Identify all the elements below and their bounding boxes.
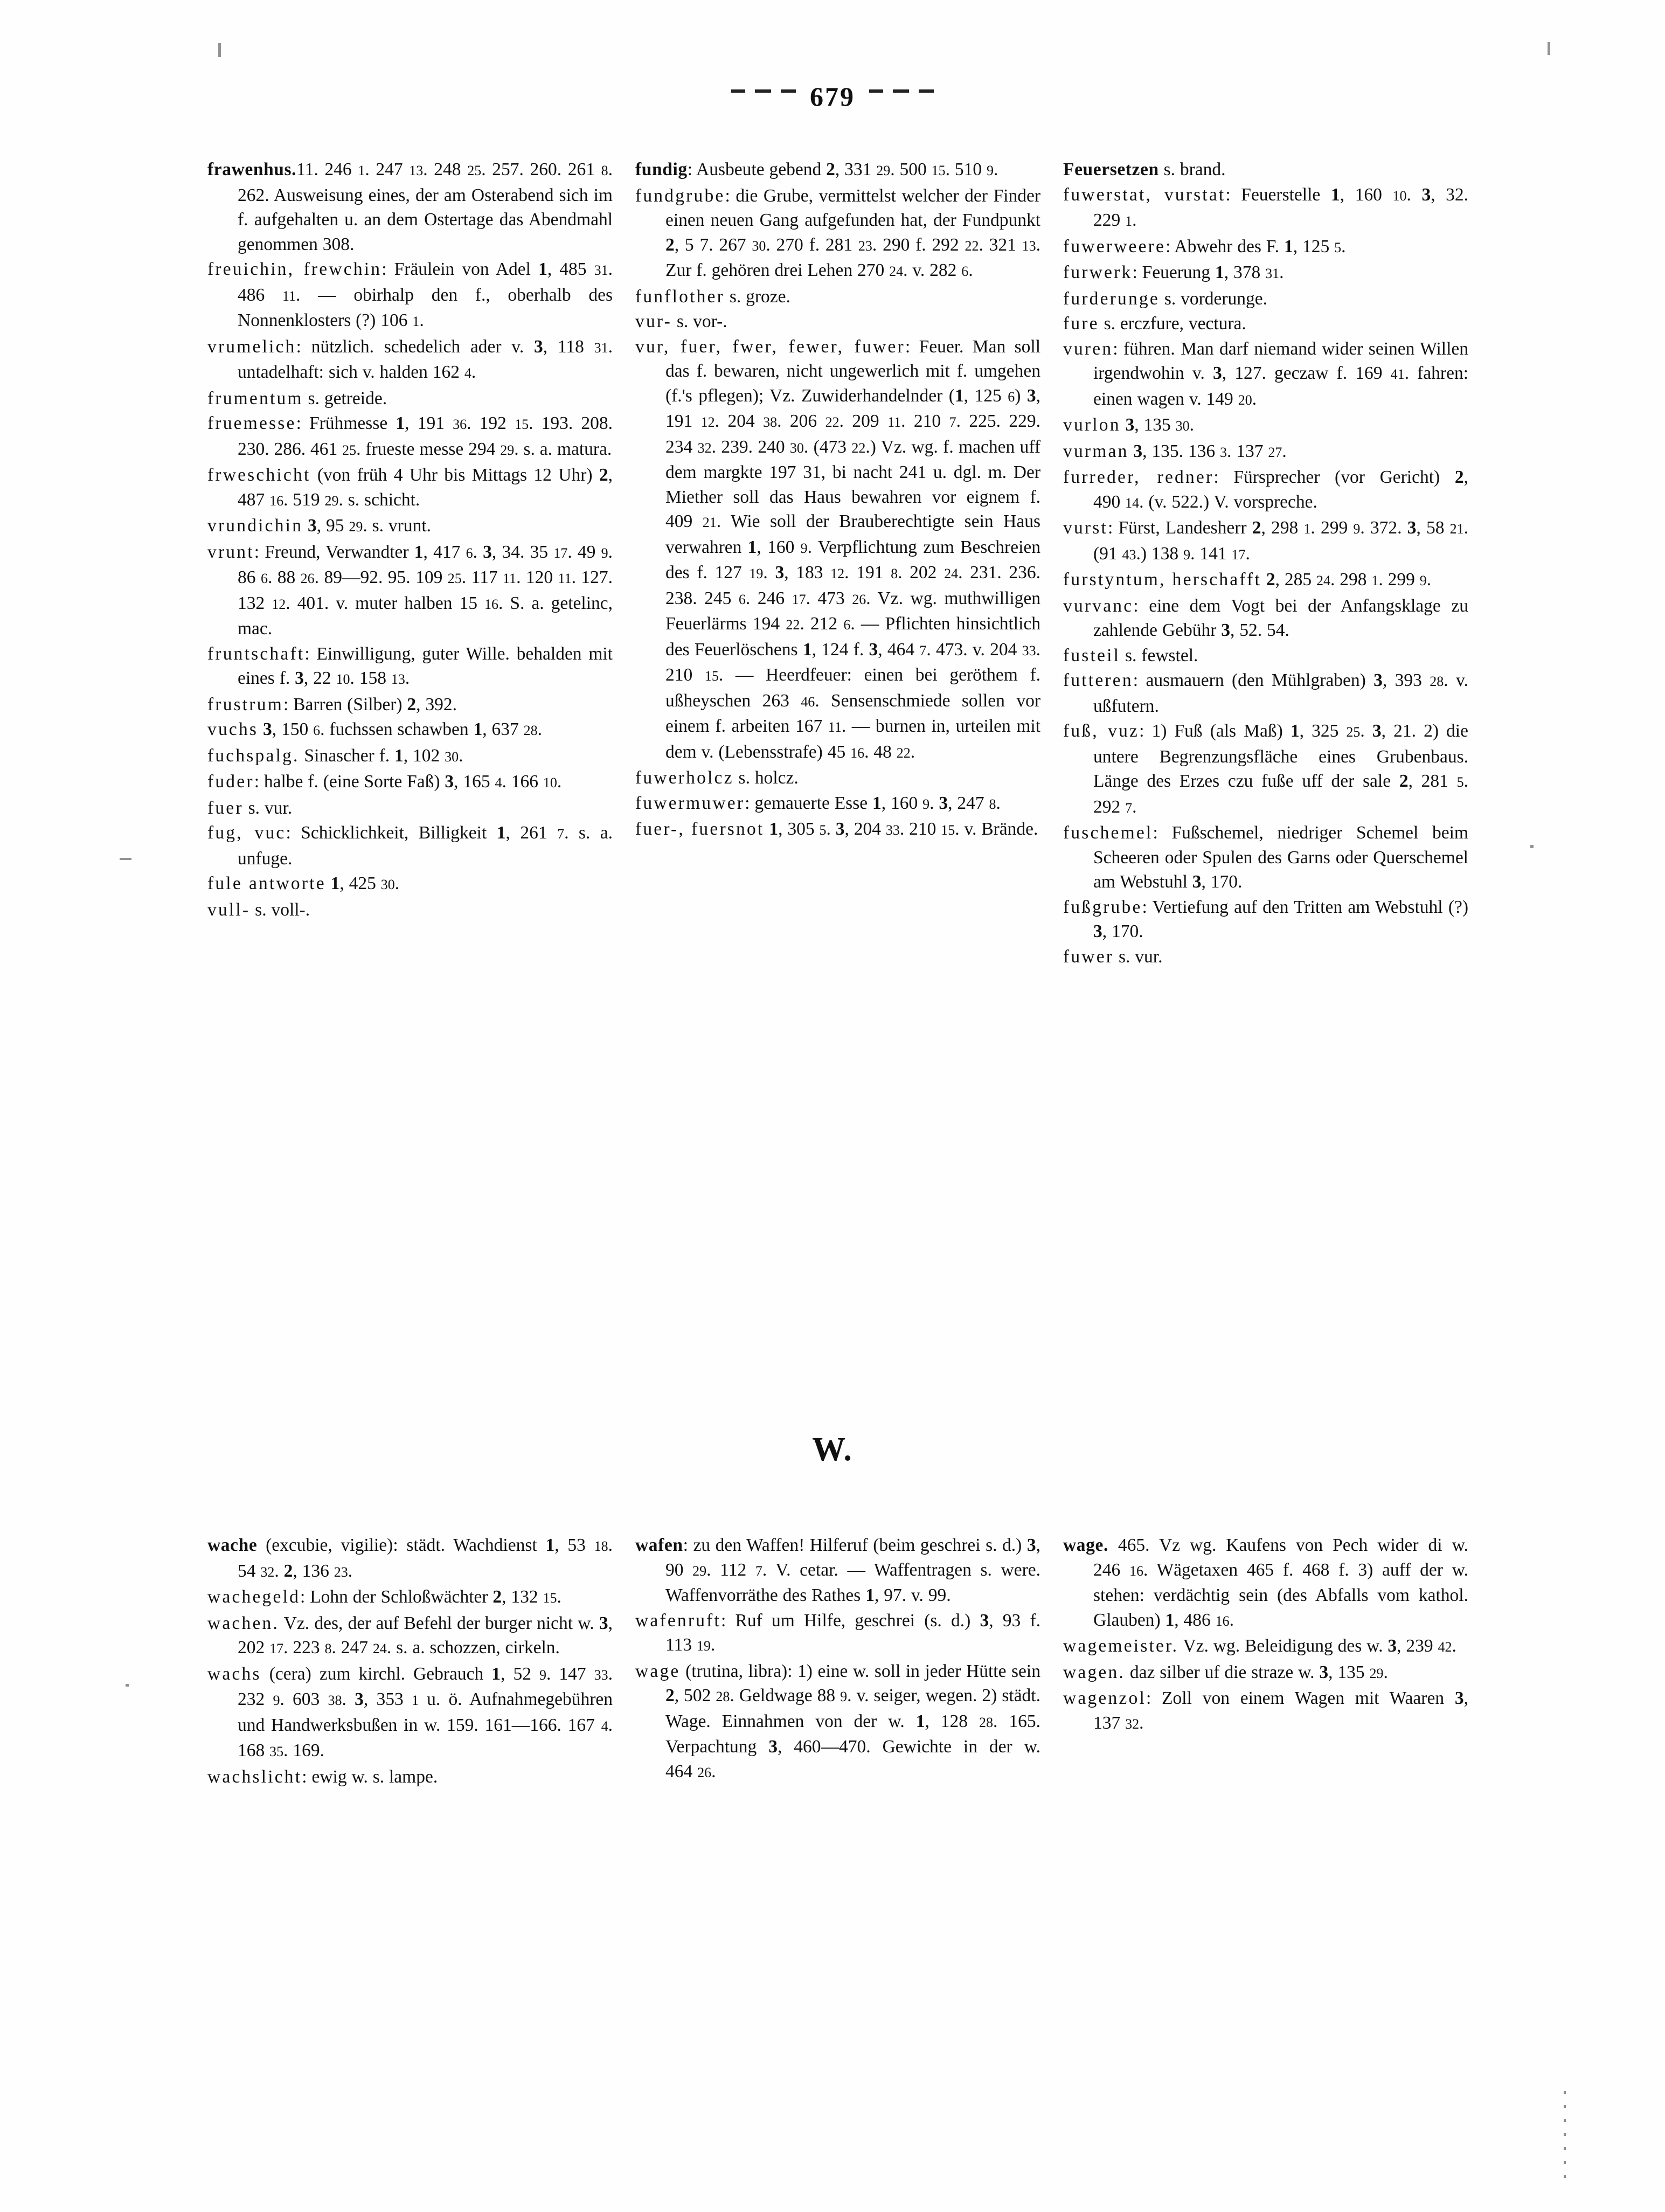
entry-headword: fure — [1063, 314, 1099, 334]
entry-body: : gemauerte Esse 1, 160 9. 3, 247 8. — [745, 793, 1001, 813]
entry-headword: vrundichin — [207, 516, 303, 536]
entry-body: s. erczfure, vectura. — [1099, 314, 1246, 334]
entry-body: : Barren (Silber) 2, 392. — [283, 694, 457, 715]
entry-headword: wachen. — [207, 1613, 280, 1633]
dictionary-entry — [1063, 945, 1468, 969]
entry-body: s. voll-. — [250, 899, 310, 920]
section-letter: W. — [812, 1431, 853, 1468]
entry-body: 3, 135 30. — [1125, 415, 1195, 435]
dictionary-column — [1063, 157, 1468, 969]
entry-headword: fuer — [207, 798, 244, 818]
dictionary-entry — [1063, 594, 1468, 643]
dictionary-entry — [635, 335, 1040, 766]
dictionary-entry — [635, 285, 1040, 309]
dictionary-entry — [635, 1659, 1040, 1785]
dictionary-entry — [1063, 234, 1468, 260]
scan-speck — [126, 1684, 129, 1687]
entry-body: 11. 246 1. 247 13. 248 25. 257. 260. 261 8. 262. Ausweisung eines, der am Osterabend sich im f. aufgehalten u. an dem Ostertage das Abendmahl genommen 308. — [238, 160, 613, 254]
entry-body: (cera) zum kirchl. Gebrauch 1, 52 9. 147 33. 232 9. 603 38. 3, 353 1 u. ö. Aufnahmegebühren und Handwerksbußen in w. 159. 161—166. 167 4. 168 35. 169. — [238, 1663, 613, 1760]
entry-body: : die Grube, vermittelst welcher der Finder einen neuen Gang aufgefunden hat, der Fundpunkt 2, 5 7. 267 30. 270 f. 281 23. 290 f. 292 22. 321 13. Zur f. gehören drei Lehen 270 24. v. 282 6. — [665, 185, 1040, 280]
entry-headword: vrunt — [207, 542, 254, 562]
dictionary-entry — [1063, 668, 1468, 718]
entry-headword: wage — [635, 1661, 681, 1681]
entry-body: 2, 285 24. 298 1. 299 9. — [1266, 570, 1432, 590]
entry-headword: fuchspalg. — [207, 745, 300, 766]
entry-body: s. fewstel. — [1120, 645, 1198, 665]
dictionary-entry — [207, 335, 613, 386]
entry-body: : Schicklichkeit, Billigkeit 1, 261 7. s. a. unfuge. — [238, 823, 613, 869]
dictionary-entry — [1063, 413, 1468, 439]
entry-headword: fuwerholcz — [635, 768, 734, 788]
entry-headword: vurvanc — [1063, 595, 1134, 616]
entry-headword: frweschicht — [207, 465, 311, 485]
dictionary-entry — [207, 796, 613, 821]
entry-headword: wafenruft — [635, 1610, 722, 1631]
entry-body: s. groze. — [724, 286, 790, 307]
entry-body: 3, 135. 136 3. 137 27. — [1133, 441, 1287, 461]
entry-headword: fuder — [207, 772, 254, 792]
entry-headword: vull- — [207, 899, 251, 920]
entry-headword: freuichin, frewchin — [207, 259, 382, 279]
dictionary-entry — [207, 411, 613, 462]
dictionary-entry — [1063, 719, 1468, 820]
entry-headword: wagen. — [1063, 1662, 1126, 1682]
entry-body: : zu den Waffen! Hilferuf (beim geschrei s. d.) 3, 90 29. 112 7. V. cetar. — Waffentragen s. were. Waffenvorräthe des Rathes 1, 97. v. 99. — [665, 1535, 1041, 1605]
dictionary-entry — [635, 817, 1040, 843]
entry-body: : ewig w. s. lampe. — [302, 1766, 438, 1787]
entry-body: : halbe f. (eine Sorte Faß) 3, 165 4. 166 10. — [254, 772, 562, 792]
dictionary-entry — [1063, 287, 1468, 311]
dictionary-entry — [635, 1533, 1040, 1608]
dictionary-entry — [1063, 465, 1468, 515]
dictionary-entry — [1063, 643, 1468, 668]
entry-body: : Vertiefung auf den Tritten am Webstuhl (?) 3, 170. — [1093, 897, 1468, 941]
entry-headword: fuwerweere — [1063, 236, 1166, 256]
entry-headword: frustrum — [207, 694, 283, 715]
entry-headword: fuwermuwer — [635, 793, 745, 813]
dictionary-entry — [1063, 1686, 1468, 1736]
entry-body: Vz. wg. Beleidigung des w. 3, 239 42. — [1178, 1636, 1456, 1656]
dictionary-entry — [1063, 567, 1468, 593]
entry-headword: furderunge — [1063, 288, 1160, 309]
entry-body: : Frühmesse 1, 191 36. 192 15. 193. 208. 230. 286. 461 25. frueste messe 294 29. s. a. matura. — [238, 413, 613, 459]
dictionary-entry — [207, 386, 613, 411]
entry-headword: fuschemel — [1063, 823, 1153, 843]
entry-body: : führen. Man darf niemand wider seinen Willen irgendwohin v. 3, 127. geczaw f. 169 41. fahren: einen wagen v. 149 20. — [1093, 338, 1468, 409]
entry-headword: fußgrube — [1063, 897, 1142, 917]
scan-edge-marks — [1564, 2091, 1566, 2188]
dictionary-entry — [207, 642, 613, 692]
entry-body: Vz. des, der auf Befehl der burger nicht w. 3, 202 17. 223 8. 247 24. s. a. schozzen, cirkeln. — [238, 1613, 613, 1658]
dictionary-entry — [1063, 157, 1468, 182]
entry-body: : Abwehr des F. 1, 125 5. — [1166, 236, 1346, 256]
entry-headword: frumentum — [207, 388, 303, 408]
dictionary-entry — [207, 157, 613, 256]
entry-body: (excubie, vigilie): städt. Wachdienst 1, 53 18. 54 32. 2, 136 23. — [238, 1535, 613, 1581]
entry-body: s. vor-. — [671, 311, 727, 331]
entry-body: s. vorderunge. — [1159, 288, 1268, 309]
entry-body: s. vur. — [1114, 946, 1163, 967]
scan-speck — [1548, 42, 1550, 55]
entry-headword: vuchs — [207, 719, 259, 739]
entry-headword: wachslicht — [207, 1766, 302, 1787]
entry-body: 1, 425 30. — [330, 873, 400, 893]
entry-body: : Fürsprecher (vor Gericht) 2, 490 14. (v. 522.) V. vorspreche. — [1093, 467, 1469, 512]
dictionary-column — [207, 1533, 613, 1790]
dictionary-entry — [635, 309, 1040, 334]
entry-body: : Feuerstelle 1, 160 10. 3, 32. 229 1. — [1093, 184, 1469, 230]
header-rule-right — [869, 89, 934, 93]
dictionary-entry — [1063, 1660, 1468, 1686]
dictionary-entry — [207, 257, 613, 334]
entry-headword: vur- — [635, 311, 672, 331]
entry-headword: vuren — [1063, 338, 1113, 359]
entry-body: Sinascher f. 1, 102 30. — [299, 745, 463, 766]
entry-body: : Fräulein von Adel 1, 485 31. 486 11. — obirhalp den f., oberhalb des Nonnenklosters (?) 106 1. — [238, 259, 613, 330]
dictionary-column — [207, 157, 613, 923]
dictionary-entry — [1063, 260, 1468, 286]
entry-headword: fuwerstat, vurstat — [1063, 184, 1226, 205]
entry-body: : Feuerung 1, 378 31. — [1132, 262, 1284, 282]
dictionary-entry — [635, 184, 1040, 284]
entry-body: : Freund, Verwandter 1, 417 6. 3, 34. 35 17. 49 9. 86 6. 88 26. 89—92. 95. 109 25. 117 11. 120 11. 127. 132 12. 401. v. muter halben 15 16. S. a. getelinc, mac. — [238, 542, 613, 639]
dictionary-column — [635, 157, 1040, 843]
dictionary-entry — [207, 1765, 613, 1790]
dictionary-entry — [1063, 183, 1468, 234]
dictionary-entry — [635, 157, 1040, 183]
entry-headword: wagemeister. — [1063, 1636, 1179, 1656]
entry-headword: wachegeld — [207, 1587, 301, 1607]
entry-body: 465. Vz wg. Kaufens von Pech wider di w. 246 16. Wägetaxen 465 f. 468 f. 3) auff der w. stehen: verdächtig sein (des Abfalls vom kathol. Glauben) 1, 486 16. — [1093, 1535, 1469, 1630]
dictionary-entry — [207, 769, 613, 795]
dictionary-entry — [207, 1585, 613, 1611]
dictionary-entry — [1063, 337, 1468, 413]
entry-headword: fug, vuc — [207, 823, 286, 843]
dictionary-entry — [635, 766, 1040, 791]
entry-headword: fuß, vuz — [1063, 721, 1140, 741]
scan-speck — [218, 43, 221, 57]
entry-body: 3, 150 6. fuchssen schawben 1, 637 28. — [263, 719, 542, 739]
entry-body: : nützlich. schedelich ader v. 3, 118 31. untadelhaft: sich v. halden 162 4. — [238, 336, 613, 382]
entry-body: : ausmauern (den Mühlgraben) 3, 393 28. v. ußfutern. — [1093, 670, 1469, 716]
entry-body: s. brand. — [1158, 160, 1226, 179]
entry-headword: vur, fuer, fwer, fewer, fuwer — [635, 336, 905, 357]
column-block-w — [207, 1533, 1468, 1790]
entry-body: : 1) Fuß (als Maß) 1, 325 25. 3, 21. 2) die untere Begrenzungsfläche eines Grubenbaus. Länge des Erzes czu fuße uff der sale 2, 281 5. 292 7. — [1093, 721, 1469, 817]
dictionary-entry — [635, 1608, 1040, 1659]
entry-headword: Feuersetzen — [1063, 160, 1159, 179]
dictionary-entry — [207, 1662, 613, 1764]
entry-body: : Lohn der Schloßwächter 2, 132 15. — [300, 1587, 561, 1607]
entry-headword: fusteil — [1063, 645, 1121, 665]
page-number: 679 — [810, 81, 855, 112]
dictionary-entry — [207, 821, 613, 871]
dictionary-entry — [207, 871, 613, 897]
dictionary-column — [635, 1533, 1040, 1785]
entry-body: s. holcz. — [733, 768, 799, 788]
dictionary-entry — [1063, 516, 1468, 567]
entry-headword: fundig — [635, 160, 688, 179]
dictionary-entry — [207, 692, 613, 717]
entry-body: : Ausbeute gebend 2, 331 29. 500 15. 510 9. — [687, 160, 998, 179]
entry-body: s. vur. — [243, 798, 293, 818]
entry-headword: funflother — [635, 286, 725, 307]
dictionary-entry — [207, 744, 613, 769]
entry-body: 1, 305 5. 3, 204 33. 210 15. v. Brände. — [769, 819, 1038, 839]
entry-headword: fundgrube — [635, 185, 725, 206]
entry-body: : Ruf um Hilfe, geschrei (s. d.) 3, 93 f. 113 19. — [665, 1610, 1041, 1655]
entry-headword: wage. — [1063, 1535, 1108, 1555]
dictionary-entry — [1063, 1634, 1468, 1660]
page-header — [0, 81, 1665, 119]
entry-body: : Einwilligung, guter Wille. behalden mit eines f. 3, 22 10. 158 13. — [238, 643, 613, 688]
dictionary-entry — [207, 540, 613, 641]
entry-headword: wachs — [207, 1663, 261, 1684]
entry-headword: vurlon — [1063, 415, 1121, 435]
dictionary-entry — [207, 717, 613, 743]
scan-speck — [1530, 845, 1534, 848]
dictionary-entry — [207, 463, 613, 513]
entry-headword: furstyntum, herschafft — [1063, 570, 1261, 590]
entry-body: s. getreide. — [303, 388, 387, 408]
entry-body: : Zoll von einem Wagen mit Waaren 3, 137 32. — [1093, 1688, 1468, 1733]
dictionary-entry — [207, 1533, 613, 1584]
dictionary-entry — [1063, 821, 1468, 894]
dictionary-entry — [1063, 1533, 1468, 1633]
scan-speck — [120, 858, 131, 860]
entry-headword: vrumelich — [207, 336, 296, 357]
entry-headword: fruemesse — [207, 413, 296, 433]
dictionary-entry — [1063, 311, 1468, 336]
entry-headword: furwerk — [1063, 262, 1133, 282]
entry-headword: vurst — [1063, 518, 1108, 538]
entry-headword: fule antworte — [207, 873, 326, 893]
column-block-f — [207, 157, 1468, 969]
entry-headword: frawenhus. — [207, 160, 297, 179]
entry-body: 3, 95 29. s. vrunt. — [308, 516, 432, 536]
dictionary-entry — [1063, 439, 1468, 465]
dictionary-column — [1063, 1533, 1468, 1737]
entry-headword: fuwer — [1063, 946, 1114, 967]
dictionary-entry — [207, 898, 613, 923]
dictionary-entry — [207, 1611, 613, 1661]
dictionary-entry — [635, 791, 1040, 817]
entry-body: (trutina, libra): 1) eine w. soll in jeder Hütte sein 2, 502 28. Geldwage 88 9. v. seiger, wegen. 2) städt. Wage. Einnahmen von der w. 1, 128 28. 165. Verpachtung 3, 460—470. Gewichte in der w. 464 26. — [665, 1661, 1041, 1781]
entry-headword: furreder, redner — [1063, 467, 1214, 487]
entry-headword: wafen — [635, 1535, 683, 1555]
entry-body: : Fußschemel, niedriger Schemel beim Scheeren oder Spulen des Garns oder Querschemel am Webstuhl 3, 170. — [1093, 823, 1468, 892]
dictionary-entry — [207, 514, 613, 539]
entry-body: daz silber uf die straze w. 3, 135 29. — [1125, 1662, 1388, 1682]
dictionary-entry — [1063, 895, 1468, 944]
entry-headword: futteren — [1063, 670, 1133, 690]
entry-body: : eine dem Vogt bei der Anfangsklage zu zahlende Gebühr 3, 52. 54. — [1093, 595, 1468, 640]
entry-headword: vurman — [1063, 441, 1129, 461]
entry-body: : Fürst, Landesherr 2, 298 1. 299 9. 372. 3, 58 21. (91 43.) 138 9. 141 17. — [1093, 518, 1469, 564]
entry-headword: fruntschaft — [207, 643, 305, 664]
entry-body: : Feuer. Man soll das f. bewaren, nicht ungewerlich mit f. umgehen (f.'s pflegen); Vz. Zuwiderhandelnder (1, 125 6) 3, 191 12. 204 38. 206 22. 209 11. 210 7. 225. 229. 234 32. 239. 240 30. (473 22.) Vz. wg. f. machen uff dem margkte 197 31, bi nacht 241 u. dgl. m. Der Miether soll das Haus bewahren vor eignem f. 409 21. Wie soll der Brauberechtigte sein Haus verwahren 1, 160 9. Verpflichtung zum Beschreien des f. 127 19. 3, 183 12. 191 8. 202 24. 231. 236. 238. 245 6. 246 17. 473 26. Vz. wg. muthwilligen Feuerlärms 194 22. 212 6. — Pflichten hinsichtlich des Feuerlöschens 1, 124 f. 3, 464 7. 473. v. 204 33. 210 15. — Heerdfeuer: einen bei geröthem f. ußheyschen 263 46. Sensenschmiede sollen vor einem f. arbeiten 167 11. — burnen in, urteilen mit dem v. (Lebensstrafe) 45 16. 48 22. — [665, 336, 1041, 762]
entry-headword: wagenzol — [1063, 1688, 1146, 1708]
entry-headword: fuer-, fuersnot — [635, 819, 765, 839]
header-rule-left — [731, 89, 796, 93]
entry-body: (von früh 4 Uhr bis Mittags 12 Uhr) 2, 487 16. 519 29. s. schicht. — [238, 465, 613, 510]
entry-headword: wache — [207, 1535, 258, 1555]
